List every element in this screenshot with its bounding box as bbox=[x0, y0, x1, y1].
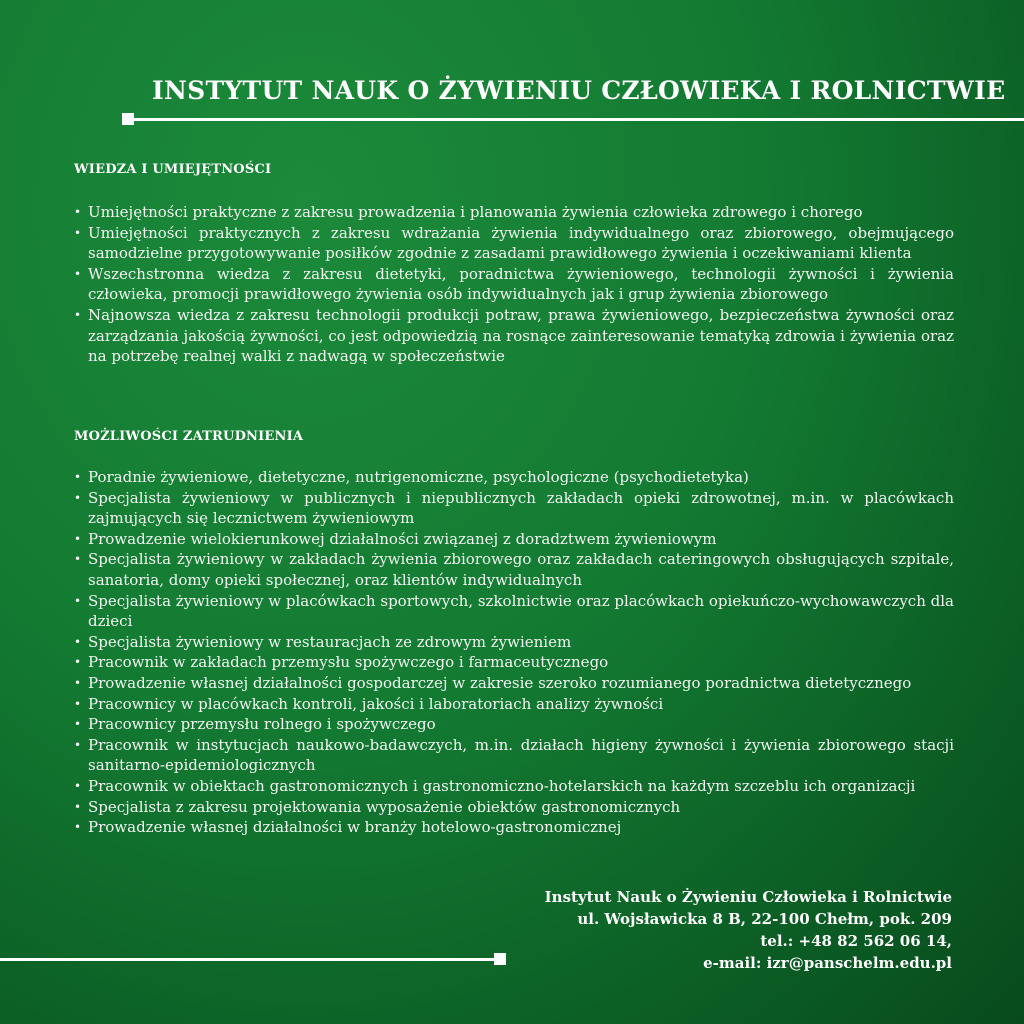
list-item: • Specjalista żywieniowy w restauracjach ze zdrowym żywieniem bbox=[74, 632, 954, 653]
knowledge-list bbox=[74, 202, 954, 367]
list-item: • Najnowsza wiedza z zakresu technologii produkcji potraw, prawa żywieniowego, bezpieczeństwa żywności oraz zarządzania jakością żywności, co jest odpowiedzią na rosnące zainteresowanie tematyką zdrowia i żywienia oraz na potrzebę realnej walki z nadwagą w społeczeństwie bbox=[74, 305, 954, 367]
top-divider bbox=[128, 118, 1024, 121]
bottom-divider bbox=[0, 958, 500, 961]
top-divider-square bbox=[122, 113, 134, 125]
employment-heading: MOŻLIWOŚCI ZATRUDNIENIA bbox=[74, 429, 304, 444]
list-item: • Specjalista żywieniowy w zakładach żywienia zbiorowego oraz zakładach cateringowych obsługujących szpitale, sanatoria, domy opieki społecznej, oraz klientów indywidualnych bbox=[74, 549, 954, 590]
contact-institute: Instytut Nauk o Żywieniu Człowieka i Rolnictwie bbox=[544, 888, 952, 906]
list-item: • Umiejętności praktycznych z zakresu wdrażania żywienia indywidualnego oraz zbiorowego, obejmującego samodzielne przygotowywanie posiłków zgodnie z zasadami prawidłowego żywienia i oczekiwaniami klienta bbox=[74, 223, 954, 264]
bottom-divider-square bbox=[494, 953, 506, 965]
list-item: • Pracownik w zakładach przemysłu spożywczego i farmaceutycznego bbox=[74, 652, 954, 673]
list-item: • Pracownik w obiektach gastronomicznych i gastronomiczno-hotelarskich na każdym szczeblu ich organizacji bbox=[74, 776, 954, 797]
contact-phone: tel.: +48 82 562 06 14, bbox=[760, 932, 952, 950]
list-item: • Pracownicy przemysłu rolnego i spożywczego bbox=[74, 714, 954, 735]
list-item: • Prowadzenie wielokierunkowej działalności związanej z doradztwem żywieniowym bbox=[74, 529, 954, 550]
list-item: • Specjalista z zakresu projektowania wyposażenie obiektów gastronomicznych bbox=[74, 797, 954, 818]
list-item: • Pracownicy w placówkach kontroli, jakości i laboratoriach analizy żywności bbox=[74, 694, 954, 715]
list-item: • Specjalista żywieniowy w placówkach sportowych, szkolnictwie oraz placówkach opiekuńczo-wychowawczych dla dzieci bbox=[74, 591, 954, 632]
contact-email[interactable]: e-mail: izr@panschelm.edu.pl bbox=[703, 954, 952, 972]
list-item: • Prowadzenie własnej działalności gospodarczej w zakresie szeroko rozumianego poradnictwa dietetycznego bbox=[74, 673, 954, 694]
list-item: • Prowadzenie własnej działalności w branży hotelowo-gastronomicznej bbox=[74, 817, 954, 838]
list-item: • Poradnie żywieniowe, dietetyczne, nutrigenomiczne, psychologiczne (psychodietetyka) bbox=[74, 467, 954, 488]
contact-address: ul. Wojsławicka 8 B, 22-100 Chełm, pok. 209 bbox=[577, 910, 952, 928]
list-item: • Pracownik w instytucjach naukowo-badawczych, m.in. działach higieny żywności i żywienia zbiorowego stacji sanitarno-epidemiologicznych bbox=[74, 735, 954, 776]
employment-list bbox=[74, 467, 954, 838]
page-title: INSTYTUT NAUK O ŻYWIENIU CZŁOWIEKA I ROLNICTWIE bbox=[152, 76, 1006, 105]
list-item: • Umiejętności praktyczne z zakresu prowadzenia i planowania żywienia człowieka zdrowego i chorego bbox=[74, 202, 954, 223]
list-item: • Wszechstronna wiedza z zakresu dietetyki, poradnictwa żywieniowego, technologii żywności i żywienia człowieka, promocji prawidłowego żywienia osób indywidualnych jak i grup żywienia zbiorowego bbox=[74, 264, 954, 305]
knowledge-heading: WIEDZA I UMIEJĘTNOŚCI bbox=[74, 162, 272, 177]
list-item: • Specjalista żywieniowy w publicznych i niepublicznych zakładach opieki zdrowotnej, m.in. w placówkach zajmujących się lecznictwem żywieniowym bbox=[74, 488, 954, 529]
contact-block bbox=[545, 886, 952, 974]
